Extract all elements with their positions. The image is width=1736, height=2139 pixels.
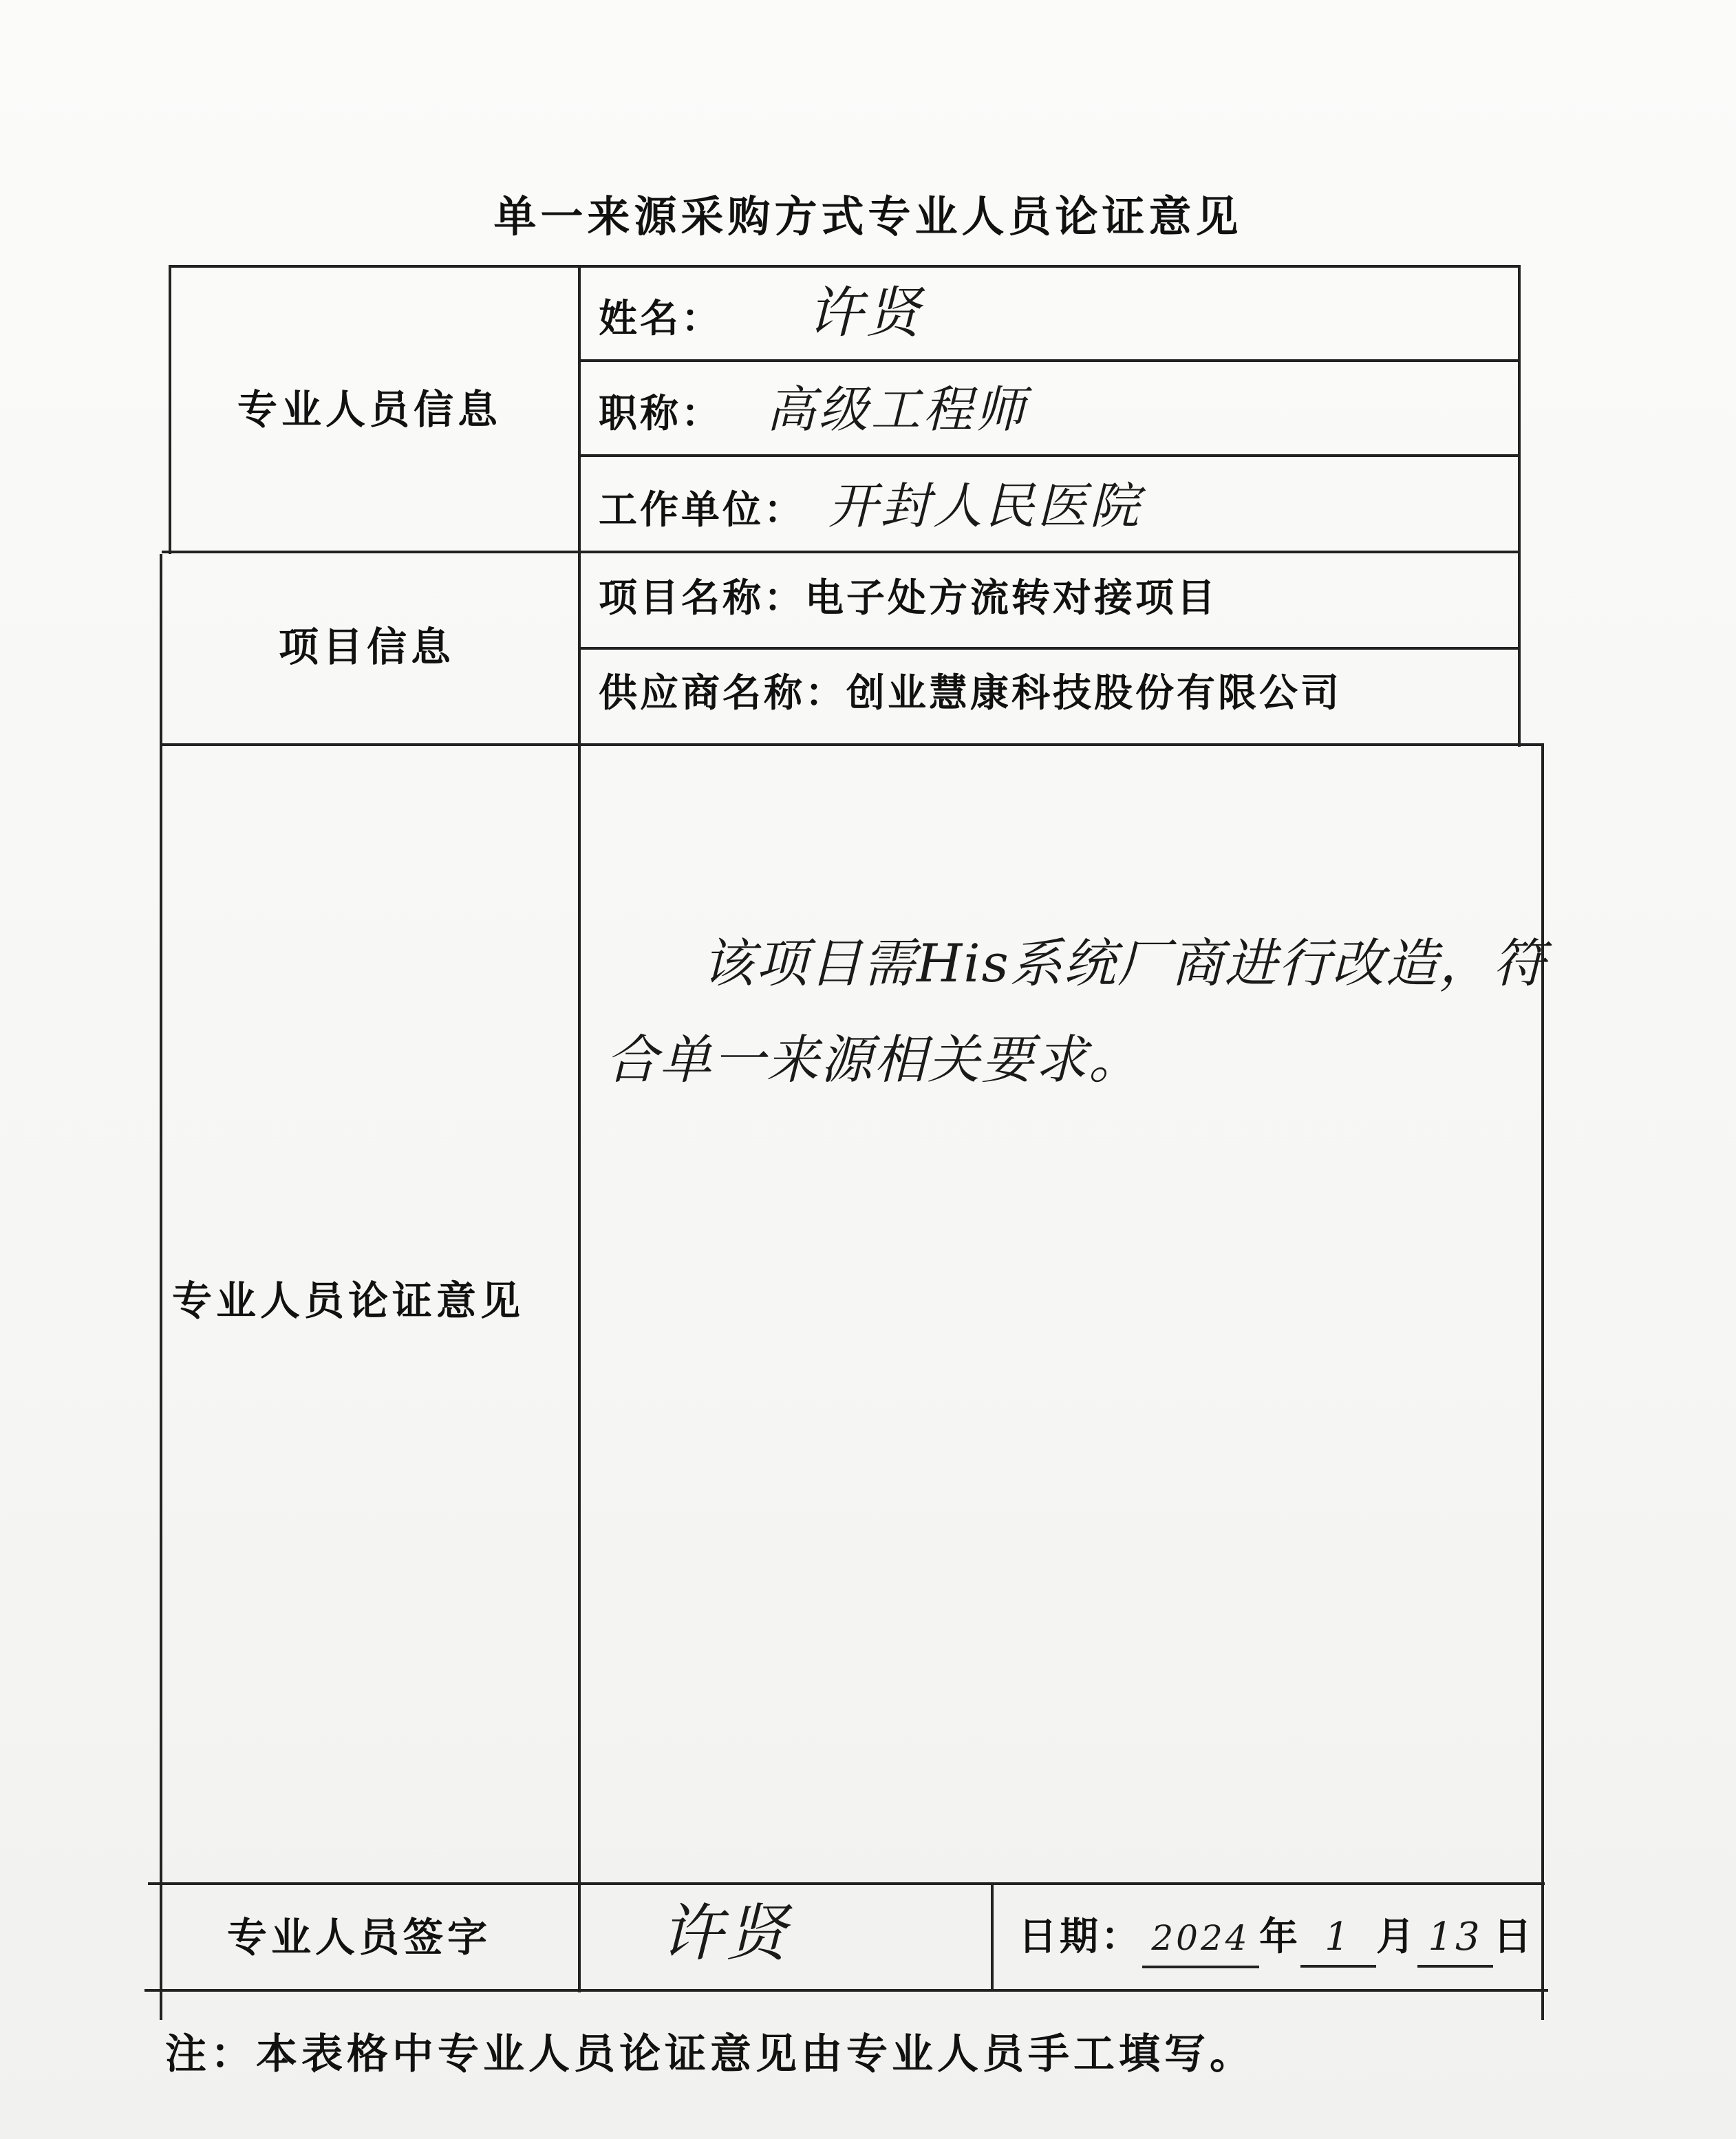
table-border-left-lower	[160, 554, 162, 2020]
table-border-right-upper	[1518, 265, 1521, 747]
project-info-label: 项目信息	[279, 624, 456, 670]
supplier-label: 供应商名称：	[599, 671, 846, 716]
section-divider-opinion	[148, 1882, 1545, 1885]
supplier-row	[599, 666, 1342, 721]
date-day: 13	[1417, 1910, 1493, 1968]
opinion-line-1: 该项目需His系统厂商进行改造，符	[702, 933, 1547, 994]
date-year: 2024	[1142, 1911, 1259, 1968]
row-divider-project-name	[578, 647, 1521, 650]
personnel-info-label: 专业人员信息	[237, 386, 502, 433]
section-divider-project	[160, 743, 1543, 746]
table-border-bottom	[144, 1989, 1548, 1992]
project-name-value: 电子处方流转对接项目	[805, 576, 1218, 621]
signature-label: 专业人员签字	[227, 1914, 492, 1961]
table-border-top	[169, 265, 1521, 268]
project-name-row	[599, 571, 1218, 626]
row-divider-name	[578, 359, 1521, 362]
date-year-unit: 年	[1259, 1915, 1300, 1959]
date-row	[1018, 1910, 1534, 1968]
document-title: 单一来源采购方式专业人员论证意见	[493, 191, 1243, 242]
date-month-unit: 月	[1376, 1915, 1417, 1959]
title-label: 职称：	[599, 392, 722, 436]
supplier-value: 创业慧康科技股份有限公司	[846, 671, 1342, 716]
table-border-left-upper	[169, 265, 171, 554]
employer-row	[599, 478, 1142, 538]
table-column-divider	[578, 265, 581, 1992]
title-row	[599, 382, 1028, 442]
employer-value: 开封人民医院	[828, 477, 1142, 535]
opinion-line-2: 合单一来源相关要求。	[606, 1029, 1142, 1090]
name-row	[599, 281, 923, 347]
opinion-label: 专业人员论证意见	[172, 1277, 525, 1324]
project-name-label: 项目名称：	[599, 576, 805, 621]
footnote: 注：本表格中专业人员论证意见由专业人员手工填写。	[165, 2030, 1255, 2078]
title-value: 高级工程师	[766, 381, 1028, 438]
date-label: 日期：	[1018, 1915, 1142, 1959]
signature-date-divider	[991, 1882, 994, 1991]
date-day-unit: 日	[1493, 1915, 1534, 1959]
name-value: 许贤	[807, 281, 923, 345]
date-month: 1	[1300, 1910, 1376, 1968]
name-label: 姓名：	[599, 297, 722, 341]
employer-label: 工作单位：	[599, 488, 805, 533]
signature-value: 许贤	[661, 1897, 790, 1970]
section-divider-personnel	[162, 551, 1521, 553]
row-divider-title	[578, 454, 1521, 457]
